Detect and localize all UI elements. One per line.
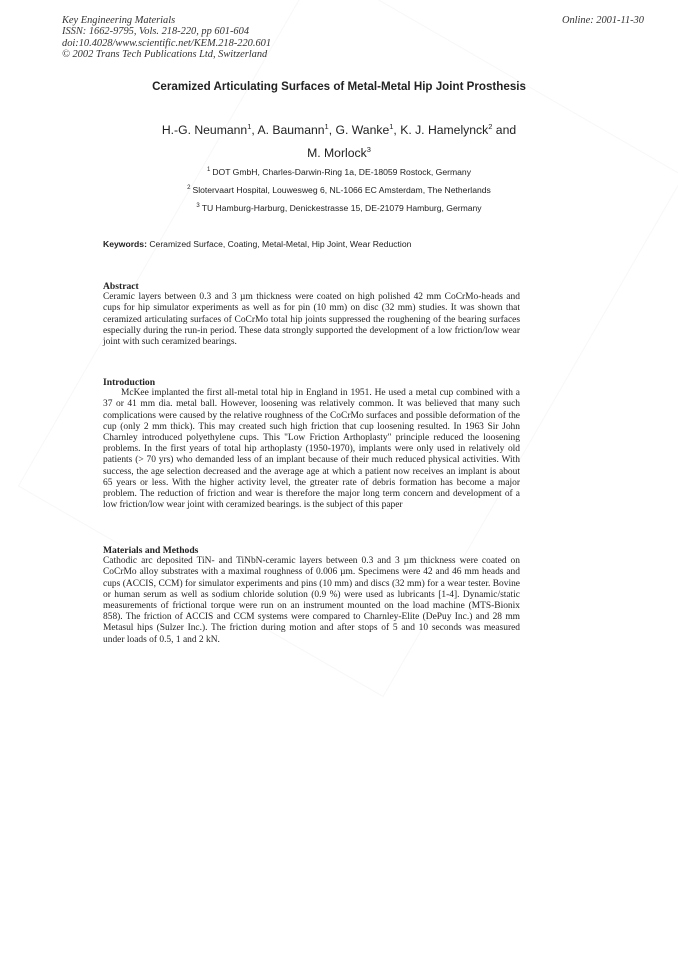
- affiliation-text: Slotervaart Hospital, Louwesweg 6, NL-1066 EC Amsterdam, The Netherlands: [192, 184, 491, 195]
- affiliation: [0, 181, 678, 199]
- affiliation-text: DOT GmbH, Charles-Darwin-Ring 1a, DE-18059 Rostock, Germany: [212, 167, 472, 177]
- introduction-text: McKee implanted the first all-metal total hip in England in 1951. He used a metal cup combined with a 37 or 41 mm dia. metal ball. However, loosening was relatively common. It was believed that many such complications were caused by the relative roughness of the CoCrMo surfaces and possible deformation of the cup (only 2 mm thick). This may created such high friction that cup loosening resulted. In 1963 Sir John Charnley introduced polyethylene cups. This "Low Friction Arthoplasty" principle reduced the loosening problems. In the first years of total hip arthoplasty (1950-1970), implants were only used in relatively old patients (> 70 yrs) who demanded less of an implant because of their much reduced physical activities. With success, the age selection decreased and the average age at which a patient now receives an implant is about 65 years or less. With the higher activity level, the gtreater rate of debris formation has become a major problem. The reduction of friction and wear is therefore the major long term concern and development of a low friction/low wear joint with ceramized bearings. is the subject of this paper: [103, 388, 520, 511]
- abstract-text: Ceramic layers between 0.3 and 3 µm thickness were coated on high polished 42 mm CoCrMo-heads and cups for hip simulator experiments as well as for pin (10 mm) on disc (32 mm) studies. It was shown that ceramized articulating surfaces of CoCrMo total hip joints suppressed the roughening of the bearing surfaces especially during the run-in period. These data strongly supported the development of a low friction/low wear joint with such ceramized bearings.: [103, 292, 520, 348]
- author-sup: 2: [488, 122, 493, 131]
- paper-title: Ceramized Articulating Surfaces of Metal-Metal Hip Joint Prosthesis: [152, 80, 526, 93]
- methods-text: Cathodic arc deposited TiN- and TiNbN-ceramic layers between 0.3 and 3 µm thickness were coated on CoCrMo alloy substrates with a maximal roughness of 0.006 µm. Specimens were 42 and 46 mm heads and cups (ACCIS, CCM) for simulator experiments and pins (10 mm) and discs (32 mm) for a wear tester. Bovine or human serum as well as sodium chloride solution (0.9 %) were used as lubricants [1-4]. Dynamic/static measurements of frictional torque were run on an instrument mounted on the load machine (MTS-Bionix 858). The friction of ACCIS and CCM systems were compared to Charnley-Elite (DePuy Inc.) and 28 mm Metasul hips (Sulzer Inc.). The friction during motion and after stops of 5 and 10 seconds was measured under loads of 0.5, 1 and 2 kN.: [103, 556, 520, 645]
- affiliation-sup: 3: [196, 202, 200, 209]
- author-and: and: [495, 123, 517, 137]
- author-sup: 1: [324, 122, 329, 131]
- affiliation-text: TU Hamburg-Harburg, Denickestrasse 15, DE-21079 Hamburg, Germany: [201, 202, 482, 213]
- author-line-1: H.-G. Neumann$^1$, A. Baumann$^1$, G. Wanke$^1$, K. J. Hamelynck$^2$ and: [161, 122, 517, 137]
- journal-name: Key Engineering Materials: [62, 15, 176, 26]
- affiliation-sup: 1: [206, 167, 211, 173]
- keywords-text: Ceramized Surface, Coating, Metal-Metal, Hip Joint, Wear Reduction: [149, 239, 412, 249]
- author-sup: 1: [389, 122, 394, 131]
- author-name: G. Wanke: [335, 123, 390, 137]
- introduction-section: [103, 377, 520, 511]
- affiliations: [0, 163, 678, 216]
- abstract-section: [103, 281, 520, 348]
- author-name: M. Morlock: [307, 146, 367, 160]
- online-date: Online: 2001-11-30: [561, 15, 644, 26]
- author-line-2: [0, 140, 678, 163]
- affiliation: [0, 163, 678, 181]
- affiliation-sup: 2: [187, 184, 191, 191]
- author-name: A. Baumann: [257, 123, 325, 137]
- keywords-label: Keywords:: [103, 239, 147, 249]
- author-sup: 1: [247, 122, 252, 131]
- author-name: H.-G. Neumann: [161, 123, 248, 137]
- abstract-heading: Abstract: [103, 281, 139, 292]
- introduction-heading: Introduction: [103, 377, 156, 388]
- author-list: [0, 117, 678, 163]
- methods-heading: Materials and Methods: [103, 545, 199, 556]
- affiliation: [0, 199, 678, 217]
- journal-info: [62, 15, 271, 61]
- issn-line: ISSN: 1662-9795, Vols. 218-220, pp 601-604: [62, 26, 250, 38]
- author-sup: 3: [366, 145, 371, 154]
- doi-line: doi:10.4028/www.scientific.net/KEM.218-220.601: [62, 37, 272, 49]
- keywords: [103, 239, 583, 249]
- methods-section: [103, 545, 520, 646]
- author-name: K. J. Hamelynck: [400, 123, 489, 137]
- copyright-line: © 2002 Trans Tech Publications Ltd, Switzerland: [62, 49, 268, 61]
